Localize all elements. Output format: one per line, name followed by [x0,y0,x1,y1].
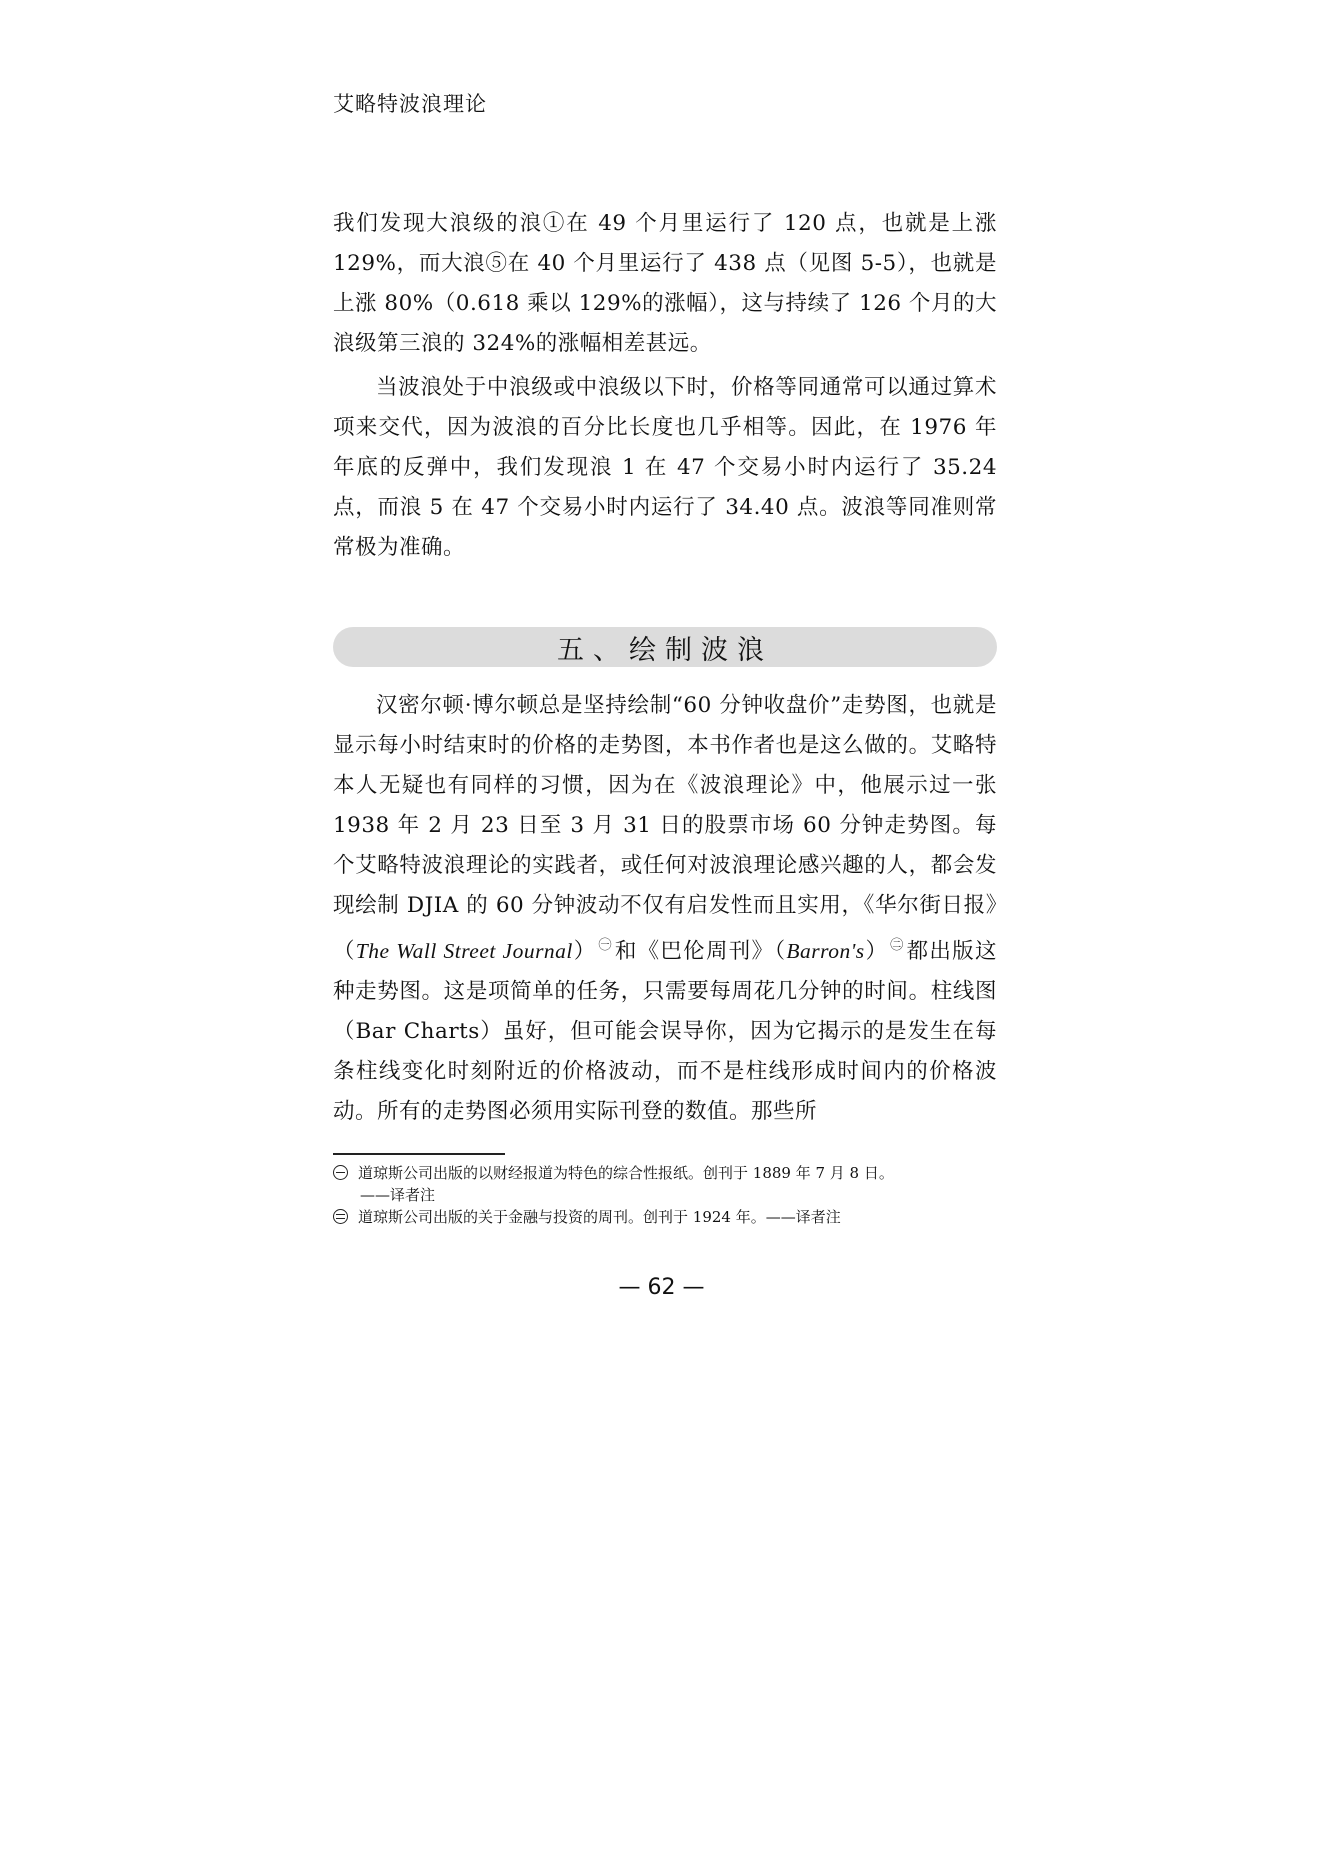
footnote-number-1-icon [333,1165,348,1180]
paragraph-charting-waves [333,686,997,1132]
paragraph-arithmetic-equality: 当波浪处于中浪级或中浪级以下时，价格等同通常可以通过算术项来交代，因为波浪的百分比长度也几乎相等。因此，在 1976 年年底的反弹中，我们发现浪 1 在 47 个交易小时内运行了 35.24 点，而浪 5 在 47 个交易小时内运行了 34.40 点。波浪等同准则常常极为准确。 [333,375,997,560]
paragraph-text: ） [864,939,889,964]
footnotes [333,1162,997,1228]
footnote-divider [333,1153,505,1155]
paragraph-wave-comparison: 我们发现大浪级的浪①在 49 个月里运行了 120 点，也就是上涨 129%，而大浪⑤在 40 个月里运行了 438 点（见图 5-5），也就是上涨 80%（0.618 乘以 129%的涨幅），这与持续了 126 个月的大浪级第三浪的 324%的涨幅相差甚远。 [333,211,997,356]
footnote-1 [333,1162,997,1184]
paragraph-text: 汉密尔顿·博尔顿总是坚持绘制“60 分钟收盘价”走势图，也就是显示每小时结束时的价格的走势图，本书作者也是这么做的。艾略特本人无疑也有同样的习惯，因为在《波浪理论》中，他展示过一张 1938 年 2 月 23 日至 3 月 31 日的股票市场 60 分钟走势图。每个艾略特波浪理论的实践者，或任何对波浪理论感兴趣的人，都会发现绘制 DJIA 的 60 分钟波动不仅有启发性而且实用，《华尔街日报》（ [333,693,997,964]
section-heading-bar [333,627,997,667]
publication-title-barrons: Barron's [786,939,865,963]
publication-title-wsj: The Wall Street Journal [355,939,573,963]
page-number: — 62 — [618,1275,705,1300]
running-header: 艾略特波浪理论 [333,92,487,116]
paragraph-text: ） [572,939,597,964]
footnote-1-text: 道琼斯公司出版的以财经报道为特色的综合性报纸。创刊于 1889 年 7 月 8 日。 [358,1164,894,1182]
section-title: 五、绘制波浪 [557,634,773,666]
paragraph-text: 和《巴伦周刊》（ [614,939,787,964]
footnote-2-text: 道琼斯公司出版的关于金融与投资的周刊。创刊于 1924 年。——译者注 [358,1208,841,1226]
paragraph-text: 都出版这种走势图。这是项简单的任务，只需要每周花几分钟的时间。柱线图（Bar Charts）虽好，但可能会误导你，因为它揭示的是发生在每条柱线变化时刻附近的价格波动，而不是柱线形成时间内的价格波动。所有的走势图必须用实际刊登的数值。那些所 [333,939,997,1124]
footnote-marker-1: ㊀ [598,938,613,953]
footnote-1-continuation: ——译者注 [360,1186,436,1204]
footnote-marker-2: ㊁ [890,938,905,953]
footnote-2 [333,1206,997,1228]
footnote-number-2-icon [333,1209,348,1224]
